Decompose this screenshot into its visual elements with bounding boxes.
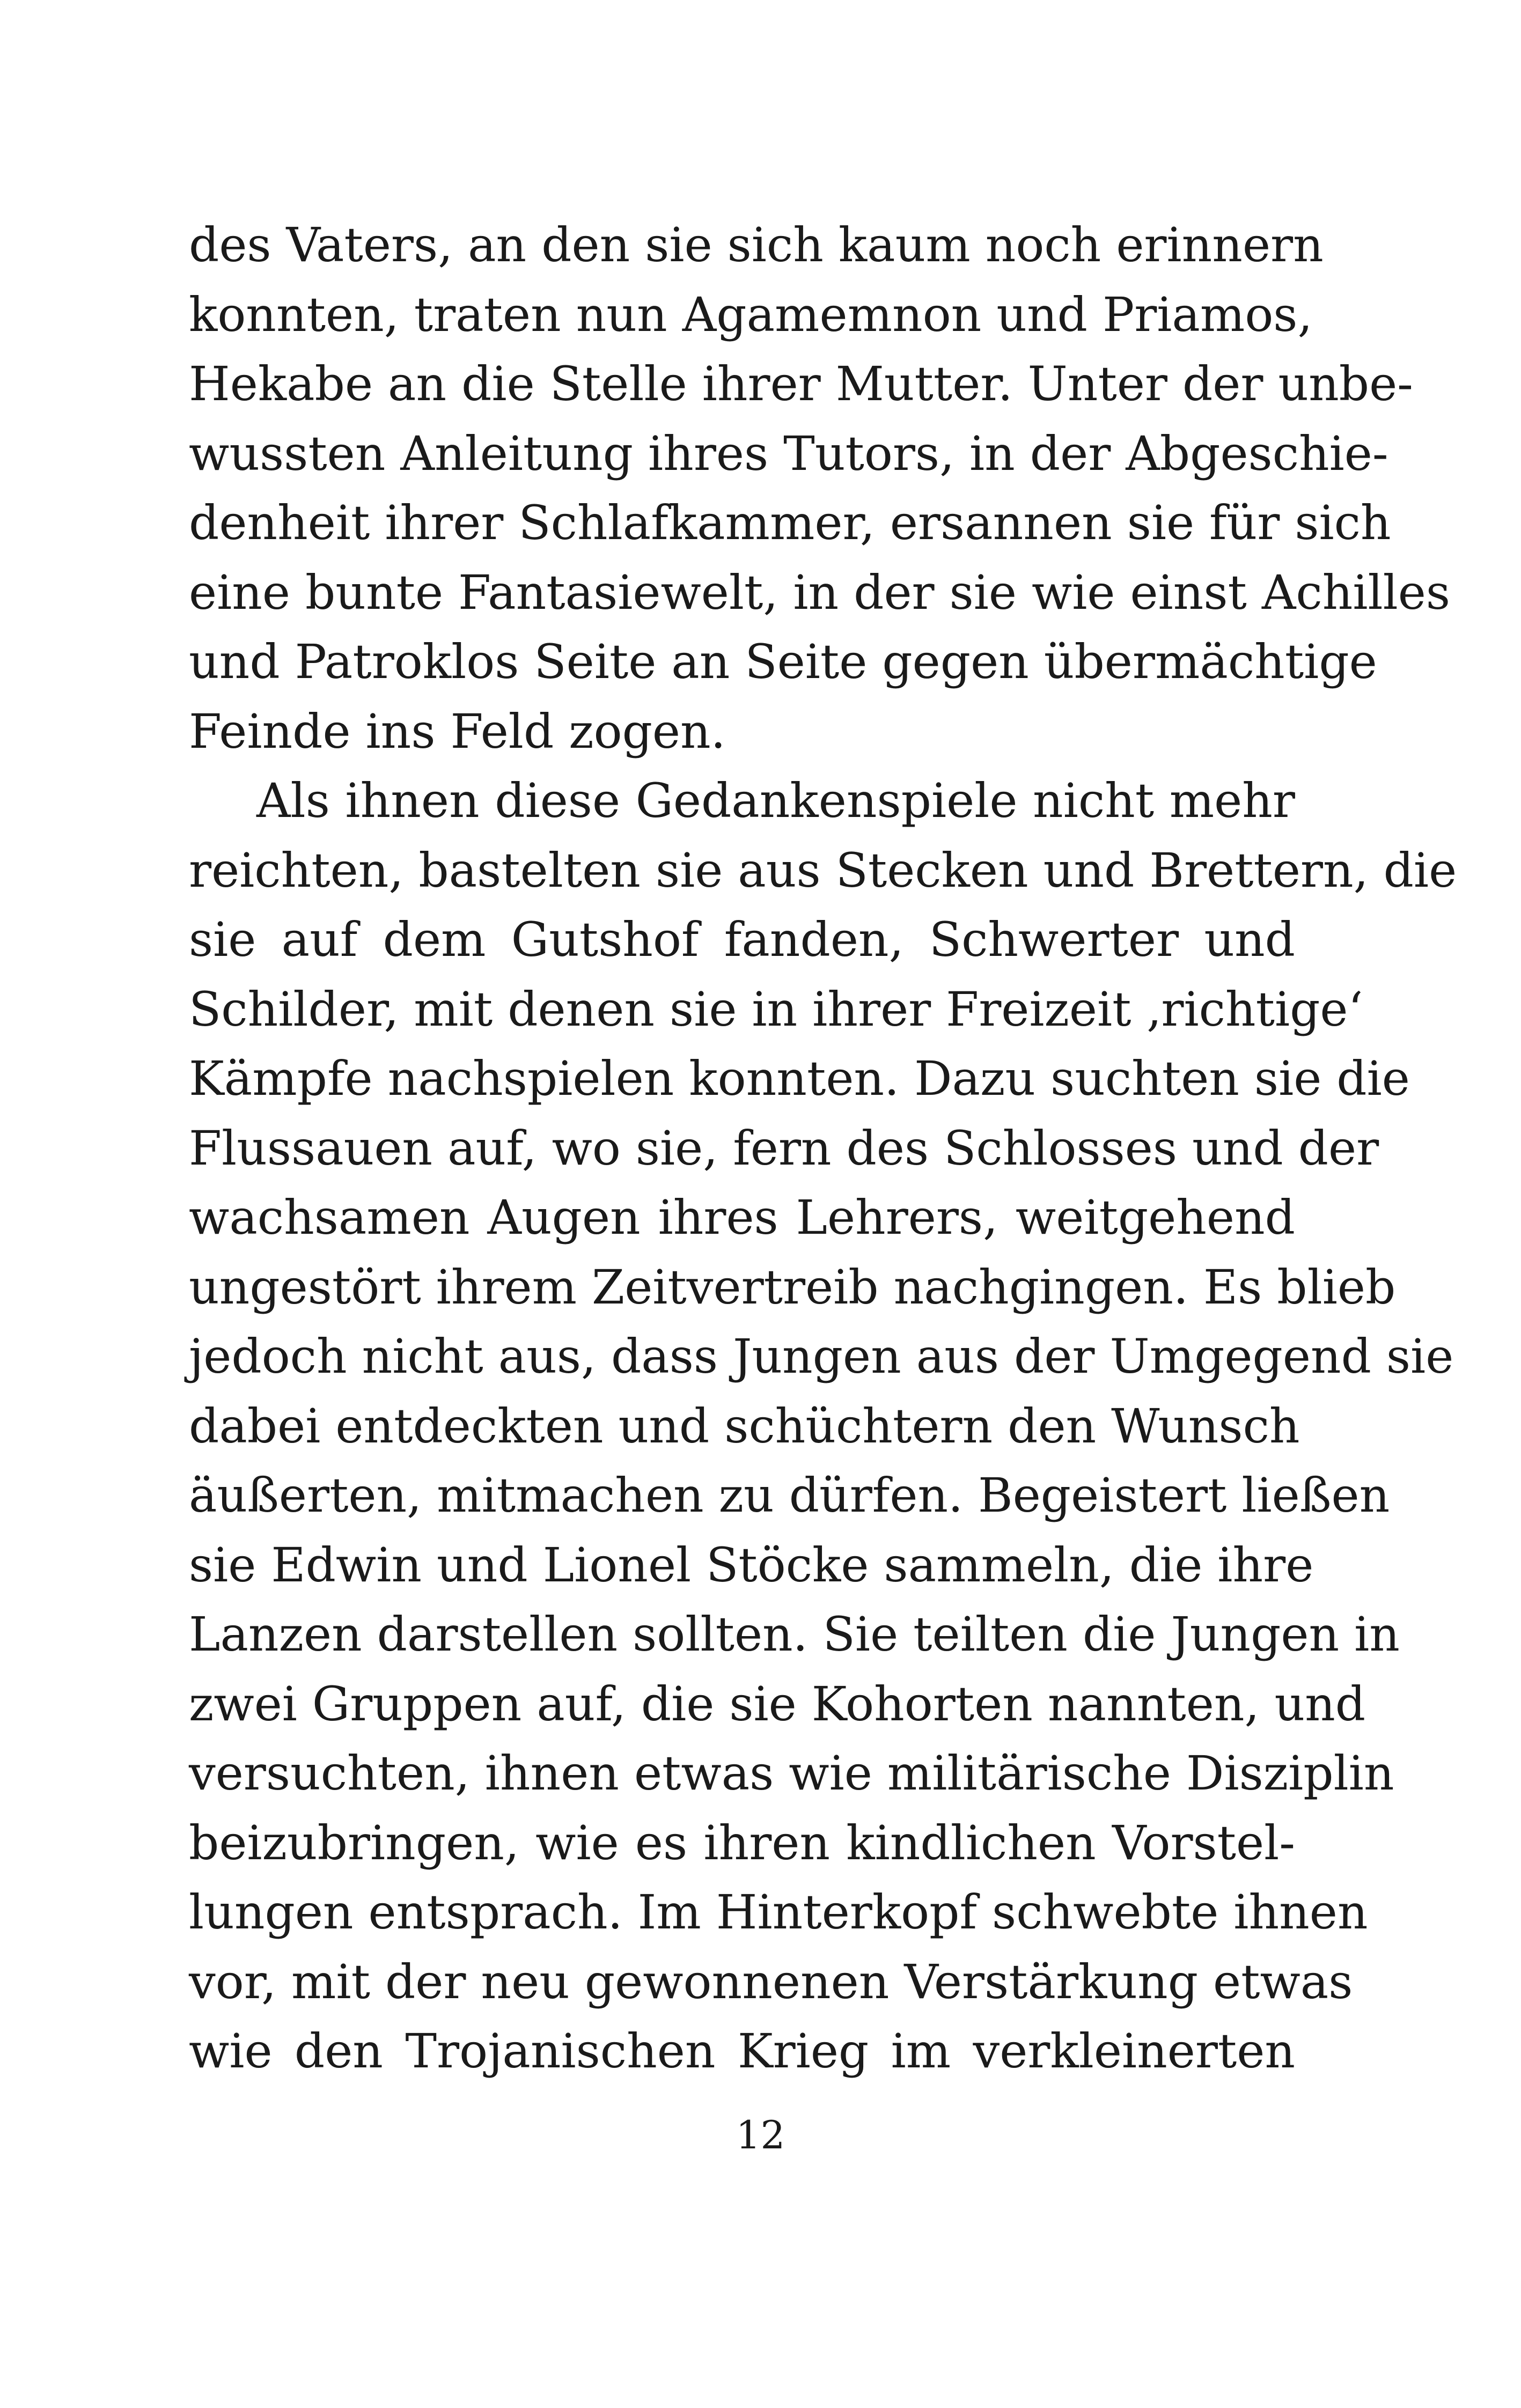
text-line: Schilder, mit denen sie in ihrer Freizeit ‚richtige‘ [189, 981, 1363, 1037]
page-number: 12 [736, 2112, 785, 2157]
text-line: lungen entsprach. Im Hinterkopf schwebte ihnen [189, 1884, 1368, 1940]
text-line: sie Edwin und Lionel Stöcke sammeln, die ihre [189, 1537, 1314, 1593]
text-line: Feinde ins Feld zogen. [189, 703, 726, 759]
text-line: beizubringen, wie es ihren kindlichen Vorstel- [189, 1815, 1295, 1871]
body-text [189, 210, 1457, 2086]
text-line: ungestört ihrem Zeitvertreib nachgingen. Es blieb [189, 1259, 1396, 1315]
text-line: konnten, traten nun Agamemnon und Priamos, [189, 286, 1313, 342]
text-line: Als ihnen diese Gedankenspiele nicht mehr [256, 773, 1295, 828]
text-line: und Patroklos Seite an Seite gegen übermächtige [189, 634, 1377, 689]
text-line: jedoch nicht aus, dass Jungen aus der Umgegend sie [189, 1329, 1454, 1384]
text-line: äußerten, mitmachen zu dürfen. Begeistert ließen [189, 1468, 1390, 1523]
text-line: versuchten, ihnen etwas wie militärische Disziplin [189, 1746, 1394, 1801]
text-line: Hekabe an die Stelle ihrer Mutter. Unter der unbe- [189, 356, 1413, 411]
text-line: vor, mit der neu gewonnenen Verstärkung etwas [189, 1954, 1353, 2009]
text-line: wachsamen Augen ihres Lehrers, weitgehend [189, 1190, 1295, 1245]
text-line: Lanzen darstellen sollten. Sie teilten die Jungen in [189, 1607, 1400, 1662]
text-line: eine bunte Fantasiewelt, in der sie wie einst Achilles [189, 564, 1451, 620]
text-line: reichten, bastelten sie aus Stecken und Brettern, die [189, 842, 1457, 898]
text-line: wussten Anleitung ihres Tutors, in der Abgeschie- [189, 425, 1388, 481]
text-line: denheit ihrer Schlafkammer, ersannen sie für sich [189, 495, 1391, 550]
text-line: des Vaters, an den sie sich kaum noch erinnern [189, 217, 1324, 273]
text-line: wie den Trojanischen Krieg im verkleinerten [189, 2023, 1295, 2079]
text-line: Kämpfe nachspielen konnten. Dazu suchten sie die [189, 1051, 1410, 1106]
text-line: Flussauen auf, wo sie, fern des Schlosses und der [189, 1120, 1379, 1176]
text-line: sie auf dem Gutshof fanden, Schwerter und [189, 912, 1295, 967]
text-line: dabei entdeckten und schüchtern den Wunsch [189, 1398, 1300, 1454]
text-line: zwei Gruppen auf, die sie Kohorten nannten, und [189, 1676, 1366, 1732]
